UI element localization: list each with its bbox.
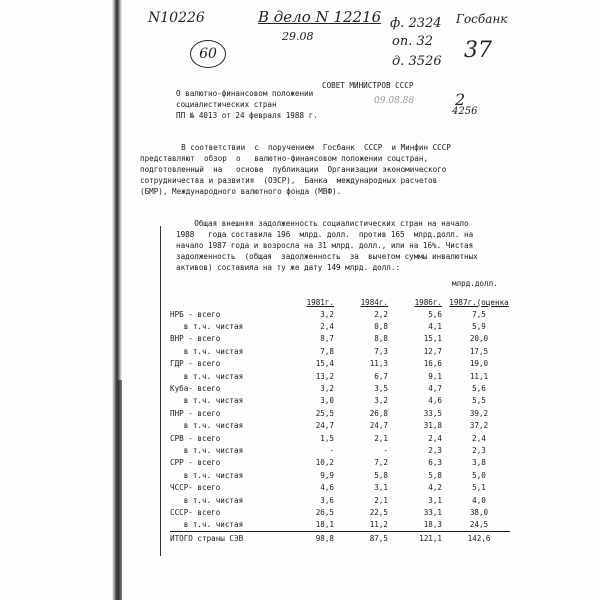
row-label: в т.ч. чистая	[170, 371, 244, 381]
row-value: 3,6	[320, 495, 334, 505]
table-header-cell: 1987г.(оценка	[449, 297, 509, 307]
table-row	[170, 370, 510, 382]
para1-line: подготовленный на основе публикации Организации экономического	[140, 165, 447, 174]
handwritten-number: N10226	[148, 10, 205, 26]
row-value: 2,4	[320, 322, 334, 332]
row-value: 87,5	[369, 533, 388, 543]
row-value: 6,3	[428, 458, 442, 468]
table-row	[170, 481, 510, 493]
row-value: 5,1	[472, 483, 486, 493]
row-value: 25,5	[315, 408, 334, 418]
row-value: 4,0	[472, 495, 486, 505]
row-value: 2,3	[472, 445, 486, 455]
table-header-cell: 1981г.	[306, 297, 334, 307]
para2-line: Общая внешняя задолженность социалистических стран на начало	[176, 219, 469, 228]
margin-line	[160, 226, 161, 556]
para1-line: (БМР), Международного валютного фонда (МВФ).	[140, 187, 342, 196]
table-row	[170, 519, 510, 532]
row-value: 15,1	[423, 334, 442, 344]
row-label: СССР- всего	[170, 507, 221, 517]
table-row	[170, 506, 510, 518]
row-label: ЧССР- всего	[170, 483, 221, 493]
row-value: 19,0	[469, 359, 489, 369]
para1-line: В соответствии с поручением Госбанк СССР и Минфин СССР	[140, 143, 451, 152]
row-value: 4,6	[320, 483, 334, 493]
row-label: Куба- всего	[170, 384, 221, 394]
row-value: 31,8	[423, 421, 442, 431]
row-value: 3,2	[320, 309, 334, 319]
table-row	[170, 395, 510, 407]
table-header-cell: 1984г.	[360, 297, 388, 307]
table-header-row	[170, 296, 510, 308]
row-value: 18,1	[286, 519, 340, 532]
table-unit: млрд.долл.	[452, 279, 498, 288]
row-value: 5,0	[472, 470, 486, 480]
row-value: 4,1	[428, 322, 442, 332]
row-value: 26,5	[315, 507, 334, 517]
row-value: 10,2	[315, 458, 334, 468]
row-value: 18,3	[394, 519, 448, 532]
row-label: в т.ч. чистая	[170, 445, 244, 455]
row-label: ВНР - всего	[170, 334, 221, 344]
row-label: в т.ч. чистая	[170, 396, 244, 406]
table-row	[170, 444, 510, 456]
row-value: 3,2	[374, 396, 388, 406]
para2-line: активов) составила на ту же дату 149 млрд. долл.:	[176, 263, 401, 272]
table-row	[170, 345, 510, 357]
row-value: 26,8	[369, 408, 388, 418]
row-label: в т.ч. чистая	[170, 495, 244, 505]
stamp-number-big: 2	[455, 90, 466, 109]
row-value: 2,3	[428, 445, 442, 455]
row-value: 0,8	[374, 322, 388, 332]
table-header-cell: 1986г.	[414, 297, 442, 307]
row-label: в т.ч. чистая	[170, 322, 244, 332]
row-label: в т.ч. чистая	[170, 519, 286, 532]
row-value: 3,8	[472, 458, 486, 468]
row-value: 5,5	[472, 396, 486, 406]
row-value: 3,5	[374, 384, 388, 394]
table-row	[170, 407, 510, 419]
recipient: СОВЕТ МИНИСТРОВ СССР	[322, 81, 414, 90]
row-value: -	[383, 445, 388, 455]
row-label: НРБ - всего	[170, 309, 221, 319]
row-label: СРР - всего	[170, 458, 221, 468]
table-row	[170, 469, 510, 481]
row-label: ИТОГО страны СЭВ	[170, 533, 244, 543]
row-value: 3,1	[374, 483, 388, 493]
row-value: 9,9	[320, 470, 334, 480]
row-value: 33,1	[423, 507, 442, 517]
row-value: 22,5	[369, 507, 388, 517]
para2-line: начало 1987 года и возросла на 31 млрд. долл., или на 16%. Чистая	[176, 241, 474, 250]
row-value: 11,1	[469, 371, 489, 381]
row-value: 15,4	[315, 359, 334, 369]
row-value: 121,1	[419, 533, 442, 543]
table-row	[170, 494, 510, 506]
page-fold-shadow-lower	[118, 380, 122, 600]
handwritten-opis: оп. 32	[392, 34, 434, 49]
row-value: 2,4	[472, 433, 486, 443]
row-label: ГДР - всего	[170, 359, 221, 369]
table-row	[170, 382, 510, 394]
table-row	[170, 333, 510, 345]
row-value: 11,2	[340, 519, 394, 532]
subject-line-3: ПП № 4013 от 24 февраля 1988 г.	[176, 111, 318, 120]
row-label: ПНР - всего	[170, 408, 221, 418]
row-value: 24,7	[369, 421, 388, 431]
row-value: 24,7	[315, 421, 334, 431]
subject-line-2: социалистических стран	[176, 100, 277, 109]
row-value: 2,1	[374, 433, 388, 443]
table-row	[170, 457, 510, 469]
stamp-number-small: 4256	[452, 106, 478, 117]
row-value: 2,2	[374, 309, 388, 319]
handwritten-vdelo-date: 29.08	[282, 30, 314, 43]
debt-table	[170, 296, 510, 544]
row-label: в т.ч. чистая	[170, 346, 244, 356]
row-value: 7,5	[472, 309, 486, 319]
row-value: 38,0	[469, 507, 489, 517]
handwritten-fond: ф. 2324	[390, 16, 442, 31]
table-row	[170, 358, 510, 370]
row-value: 7,8	[320, 346, 334, 356]
para2-line: 1988 года составила 196 млрд. долл. против 165 млрд.долл. на	[176, 230, 474, 239]
row-value: 5,8	[428, 470, 442, 480]
table-row	[170, 420, 510, 432]
row-value: 3,2	[320, 384, 334, 394]
subject-line-1: О валютно-финансовом положении	[176, 89, 314, 98]
stamp-date: 09.08.88	[374, 96, 415, 106]
row-value: 3,0	[320, 396, 334, 406]
table-row	[170, 320, 510, 332]
row-value: 2,1	[374, 495, 388, 505]
row-value: 1,5	[320, 433, 334, 443]
row-value: 8,7	[320, 334, 334, 344]
row-value: 7,2	[374, 458, 388, 468]
handwritten-org: Госбанк	[456, 12, 508, 26]
row-value: 33,5	[423, 408, 442, 418]
row-value: 16,6	[423, 359, 442, 369]
para1-line: представляют обзор о валютно-финансовом положении соцстран,	[140, 154, 429, 163]
row-value: 4,7	[428, 384, 442, 394]
table-row	[170, 432, 510, 444]
row-label: СРВ - всего	[170, 433, 221, 443]
row-value: 20,0	[469, 334, 489, 344]
row-value: 8,8	[374, 334, 388, 344]
handwritten-delo: д. 3526	[392, 54, 442, 69]
circled-number: 60	[190, 40, 226, 68]
row-value: 4,2	[428, 483, 442, 493]
row-value: 4,6	[428, 396, 442, 406]
row-value: 142,6	[467, 533, 491, 543]
row-value: 6,7	[374, 371, 388, 381]
para2-line: задолженность (общая задолженность за вычетом суммы инвалютных	[176, 252, 478, 261]
row-value: 12,7	[423, 346, 442, 356]
row-value: 5,6	[472, 384, 486, 394]
table-row	[170, 532, 510, 545]
row-value: 5,9	[472, 322, 486, 332]
row-value: 3,1	[428, 495, 442, 505]
row-value: 39,2	[469, 408, 489, 418]
row-value: 13,2	[315, 371, 334, 381]
row-value: -	[329, 445, 334, 455]
row-value: 7,3	[374, 346, 388, 356]
row-label: в т.ч. чистая	[170, 470, 244, 480]
row-value: 5,8	[374, 470, 388, 480]
row-value: 98,8	[315, 533, 334, 543]
row-value: 11,3	[369, 359, 388, 369]
row-value: 37,2	[469, 421, 489, 431]
row-value: 17,5	[469, 346, 489, 356]
handwritten-sheet-number: 37	[464, 38, 492, 63]
row-value: 2,4	[428, 433, 442, 443]
row-value: 24,5	[448, 519, 510, 532]
para1-line: сотрудничества и развития (ОЭСР), Банка международных расчетов	[140, 176, 438, 185]
row-label: в т.ч. чистая	[170, 421, 244, 431]
handwritten-vdelo: В дело N 12216	[258, 8, 382, 26]
row-value: 5,6	[428, 309, 442, 319]
table-row	[170, 308, 510, 320]
row-value: 9,1	[428, 371, 442, 381]
